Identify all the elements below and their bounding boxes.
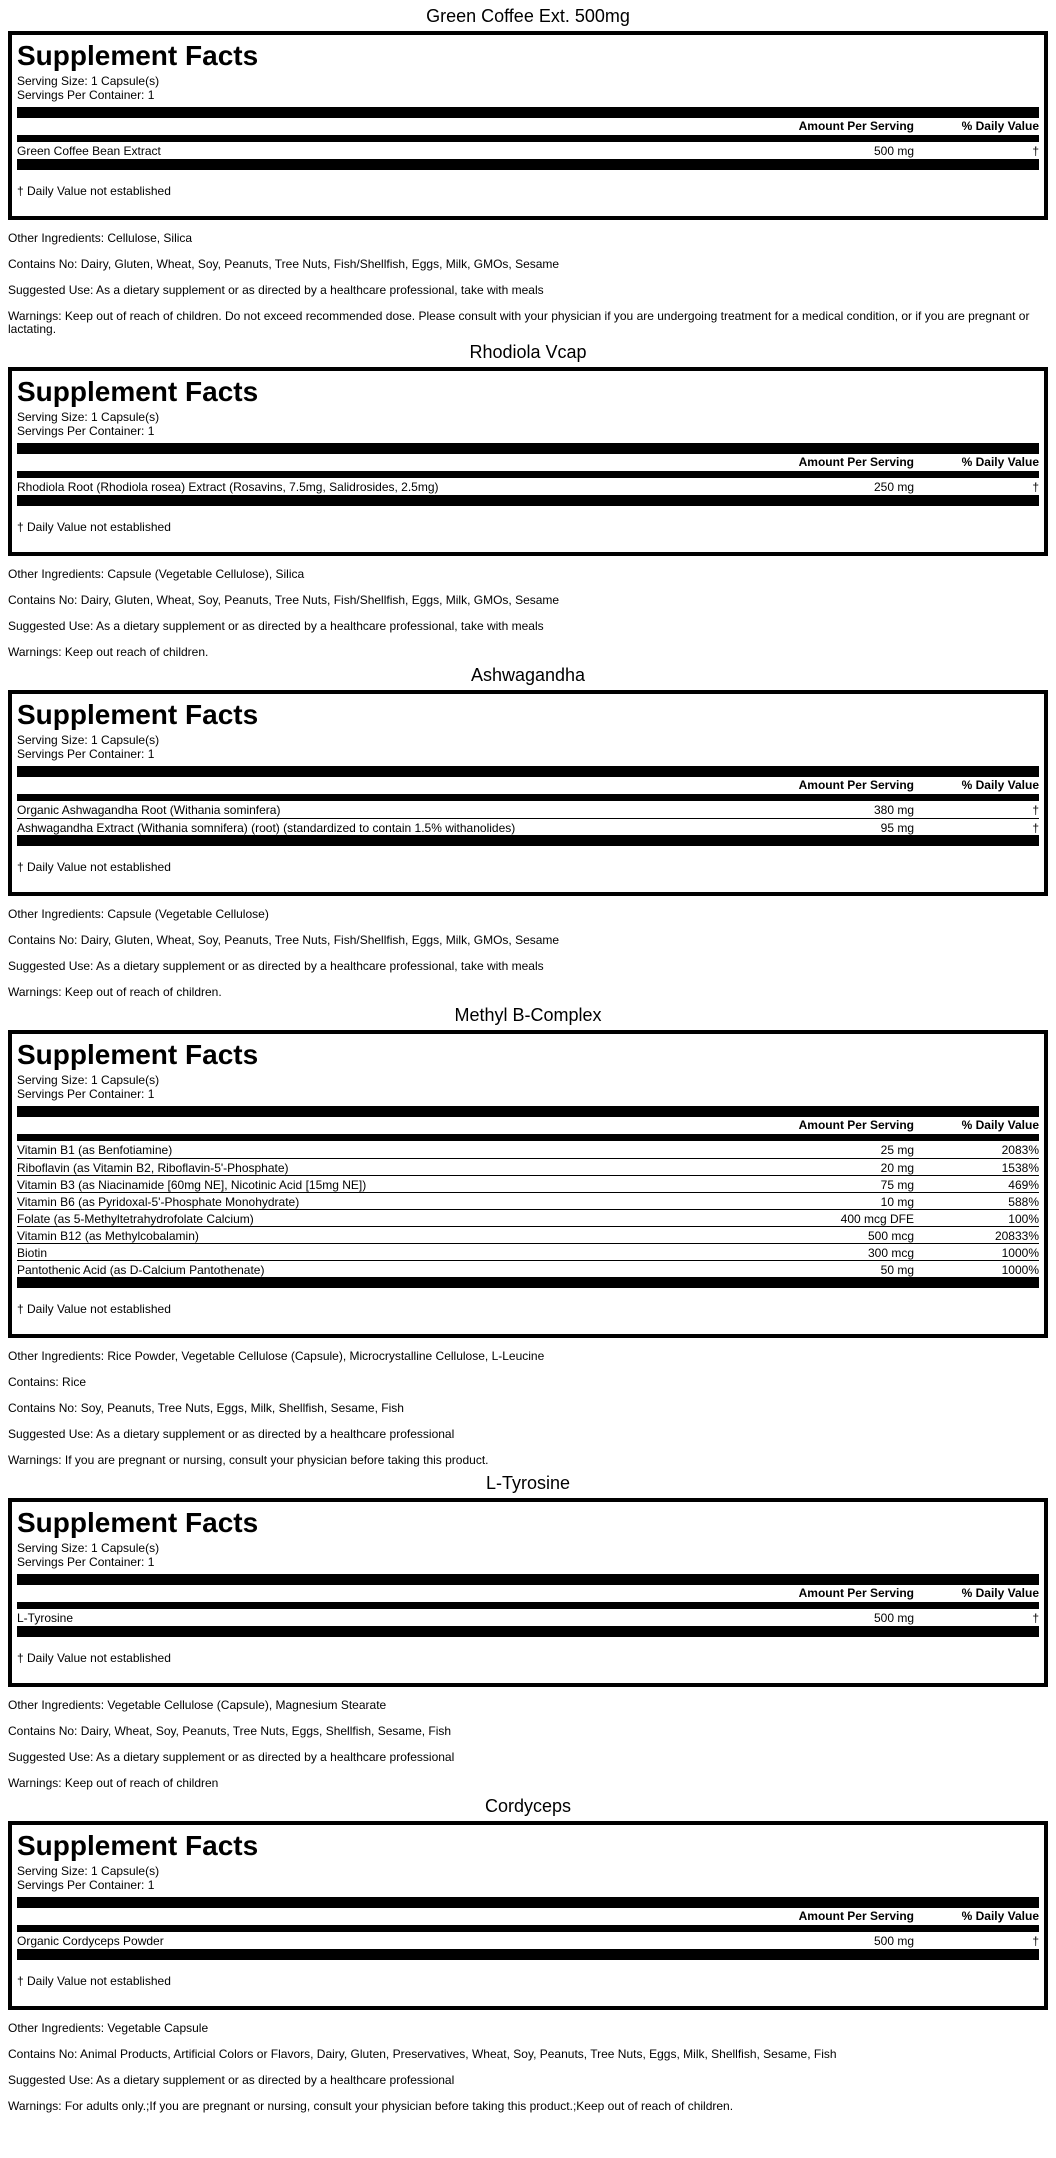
serving-size: Serving Size: 1 Capsule(s): [17, 1864, 160, 1878]
nutrient-daily-value: 1000%: [1001, 1246, 1039, 1260]
nutrient-name: Ashwagandha Extract (Withania somnifera) (root) (standardized to contain 1.5% withanolides): [17, 821, 516, 835]
nutrient-row: [17, 801, 1039, 818]
nutrient-name: Green Coffee Bean Extract: [17, 144, 161, 158]
nutrient-amount: 10 mg: [880, 1195, 914, 1209]
supplement-facts-panel: [8, 690, 1048, 896]
product-title: Rhodiola Vcap: [469, 342, 587, 362]
nutrient-name: Vitamin B6 (as Pyridoxal-5'-Phosphate Monohydrate): [17, 1195, 300, 1209]
amount-per-serving-header: Amount Per Serving: [798, 1586, 914, 1600]
serving-size: Serving Size: 1 Capsule(s): [17, 74, 160, 88]
contains-no: Contains No: Dairy, Gluten, Wheat, Soy, Peanuts, Tree Nuts, Fish/Shellfish, Eggs, Milk, GMOs, Sesame: [8, 257, 560, 271]
serving-size: Serving Size: 1 Capsule(s): [17, 410, 160, 424]
product-info: [8, 1338, 1048, 1467]
column-header: [17, 1117, 1039, 1134]
nutrient-name: Vitamin B12 (as Methylcobalamin): [17, 1229, 199, 1243]
nutrient-amount: 25 mg: [880, 1143, 914, 1157]
suggested-use: Suggested Use: As a dietary supplement or as directed by a healthcare professional, take with meals: [8, 283, 544, 297]
divider-thick: [17, 1897, 1039, 1908]
column-header: [17, 454, 1039, 471]
nutrient-row: [17, 818, 1039, 835]
supplement-facts-panel: [8, 1821, 1048, 2010]
divider-medium: [17, 794, 1039, 801]
nutrient-amount: 300 mcg: [867, 1246, 914, 1260]
nutrient-name: Riboflavin (as Vitamin B2, Riboflavin-5'-Phosphate): [17, 1161, 289, 1175]
amount-per-serving-header: Amount Per Serving: [798, 1118, 914, 1132]
nutrient-name: Biotin: [17, 1246, 48, 1260]
warnings: Warnings: Keep out reach of children.: [8, 645, 209, 659]
divider-medium: [17, 1925, 1039, 1932]
amount-per-serving-header: Amount Per Serving: [798, 119, 914, 133]
other-ingredients: Other Ingredients: Rice Powder, Vegetable Cellulose (Capsule), Microcrystalline Cellulose, L-Leucine: [8, 1349, 545, 1363]
nutrient-amount: 500 mcg: [867, 1229, 914, 1243]
product-info: [8, 556, 1048, 659]
supplement-facts-heading: Supplement Facts: [17, 1507, 259, 1538]
nutrient-row: [17, 142, 1039, 159]
servings-per-container: Servings Per Container: 1: [17, 1878, 155, 1892]
daily-value-footnote: † Daily Value not established: [17, 1302, 171, 1316]
nutrient-amount: 380 mg: [873, 803, 914, 817]
supplement-facts-heading: Supplement Facts: [17, 40, 259, 71]
other-ingredients: Other Ingredients: Capsule (Vegetable Cellulose), Silica: [8, 567, 305, 581]
divider-medium: [17, 471, 1039, 478]
product-section: [0, 659, 1056, 999]
warnings: Warnings: Keep out of reach of children. Do not exceed recommended dose. Please consult with your physician if you are undergoing treatment for a medical condition, or if you are pregnant or lactating.: [8, 309, 1030, 336]
other-ingredients: Other Ingredients: Cellulose, Silica: [8, 231, 193, 245]
suggested-use: Suggested Use: As a dietary supplement or as directed by a healthcare professional, take with meals: [8, 959, 544, 973]
suggested-use: Suggested Use: As a dietary supplement or as directed by a healthcare professional: [8, 1750, 455, 1764]
daily-value-header: % Daily Value: [961, 1909, 1039, 1923]
nutrient-daily-value: 1000%: [1001, 1263, 1039, 1277]
servings-per-container: Servings Per Container: 1: [17, 424, 155, 438]
contains-no: Contains No: Soy, Peanuts, Tree Nuts, Eggs, Milk, Shellfish, Sesame, Fish: [8, 1401, 404, 1415]
nutrient-amount: 75 mg: [880, 1178, 914, 1192]
other-ingredients: Other Ingredients: Capsule (Vegetable Cellulose): [8, 907, 269, 921]
divider-thick: [17, 443, 1039, 454]
nutrient-row: [17, 1158, 1039, 1175]
contains-no: Contains No: Dairy, Gluten, Wheat, Soy, Peanuts, Tree Nuts, Fish/Shellfish, Eggs, Milk, GMOs, Sesame: [8, 593, 560, 607]
nutrient-amount: 250 mg: [873, 480, 914, 494]
nutrient-row: [17, 1609, 1039, 1626]
nutrient-name: Organic Cordyceps Powder: [17, 1934, 164, 1948]
nutrient-row: [17, 1932, 1039, 1949]
product-section: [0, 1790, 1056, 2113]
divider-thick: [17, 1949, 1039, 1960]
product-info: [8, 220, 1048, 336]
nutrient-name: Organic Ashwagandha Root (Withania sominfera): [17, 803, 281, 817]
nutrient-row: [17, 1243, 1039, 1260]
nutrient-row: [17, 1175, 1039, 1192]
divider-medium: [17, 135, 1039, 142]
product-info: [8, 2010, 1048, 2113]
supplement-facts-panel: [8, 31, 1048, 220]
daily-value-header: % Daily Value: [961, 455, 1039, 469]
nutrient-daily-value: †: [1032, 1934, 1039, 1948]
nutrient-amount: 50 mg: [880, 1263, 914, 1277]
nutrient-row: [17, 1260, 1039, 1277]
daily-value-footnote: † Daily Value not established: [17, 860, 171, 874]
nutrient-amount: 95 mg: [880, 821, 914, 835]
nutrient-name: Pantothenic Acid (as D-Calcium Pantothenate): [17, 1263, 265, 1277]
divider-thick: [17, 159, 1039, 170]
other-ingredients: Other Ingredients: Vegetable Capsule: [8, 2021, 209, 2035]
nutrient-daily-value: †: [1032, 803, 1039, 817]
product-section: [0, 999, 1056, 1467]
divider-thick: [17, 1106, 1039, 1117]
amount-per-serving-header: Amount Per Serving: [798, 1909, 914, 1923]
nutrient-daily-value: †: [1032, 821, 1039, 835]
nutrient-name: L-Tyrosine: [17, 1611, 74, 1625]
daily-value-header: % Daily Value: [961, 1118, 1039, 1132]
serving-size: Serving Size: 1 Capsule(s): [17, 1541, 160, 1555]
servings-per-container: Servings Per Container: 1: [17, 747, 155, 761]
servings-per-container: Servings Per Container: 1: [17, 1555, 155, 1569]
nutrient-row: [17, 1141, 1039, 1158]
divider-thick: [17, 1626, 1039, 1637]
suggested-use: Suggested Use: As a dietary supplement or as directed by a healthcare professional, take with meals: [8, 619, 544, 633]
daily-value-footnote: † Daily Value not established: [17, 1651, 171, 1665]
other-ingredients: Other Ingredients: Vegetable Cellulose (Capsule), Magnesium Stearate: [8, 1698, 387, 1712]
divider-thick: [17, 1574, 1039, 1585]
column-header: [17, 777, 1039, 794]
product-section: [0, 336, 1056, 659]
column-header: [17, 118, 1039, 135]
contains-no: Contains No: Dairy, Gluten, Wheat, Soy, Peanuts, Tree Nuts, Fish/Shellfish, Eggs, Milk, GMOs, Sesame: [8, 933, 560, 947]
daily-value-header: % Daily Value: [961, 119, 1039, 133]
divider-thick: [17, 1277, 1039, 1288]
warnings: Warnings: Keep out of reach of children: [8, 1776, 219, 1790]
nutrient-amount: 20 mg: [880, 1161, 914, 1175]
daily-value-footnote: † Daily Value not established: [17, 520, 171, 534]
warnings: Warnings: If you are pregnant or nursing, consult your physician before taking this product.: [8, 1453, 489, 1467]
daily-value-header: % Daily Value: [961, 778, 1039, 792]
nutrient-row: [17, 1192, 1039, 1209]
product-title: L-Tyrosine: [485, 1473, 571, 1493]
divider-thick: [17, 495, 1039, 506]
supplement-facts-panel: [8, 367, 1048, 556]
product-info: [8, 896, 1048, 999]
contains-no: Contains No: Animal Products, Artificial Colors or Flavors, Dairy, Gluten, Preservatives, Wheat, Soy, Peanuts, Tree Nuts, Eggs, Milk, Shellfish, Sesame, Fish: [8, 2047, 837, 2061]
contains-no: Contains No: Dairy, Wheat, Soy, Peanuts, Tree Nuts, Eggs, Shellfish, Sesame, Fish: [8, 1724, 452, 1738]
nutrient-row: [17, 478, 1039, 495]
daily-value-footnote: † Daily Value not established: [17, 184, 171, 198]
nutrient-daily-value: 469%: [1008, 1178, 1039, 1192]
contains: Contains: Rice: [8, 1375, 87, 1389]
supplement-facts-heading: Supplement Facts: [17, 699, 259, 730]
warnings: Warnings: Keep out of reach of children.: [8, 985, 222, 999]
nutrient-daily-value: 588%: [1008, 1195, 1039, 1209]
product-section: [0, 1467, 1056, 1790]
divider-medium: [17, 1134, 1039, 1141]
column-header: [17, 1908, 1039, 1925]
nutrient-daily-value: 2083%: [1001, 1143, 1039, 1157]
serving-size: Serving Size: 1 Capsule(s): [17, 733, 160, 747]
supplement-facts-heading: Supplement Facts: [17, 1830, 259, 1861]
supplement-facts-panel: [8, 1498, 1048, 1687]
divider-thick: [17, 835, 1039, 846]
daily-value-footnote: † Daily Value not established: [17, 1974, 171, 1988]
divider-thick: [17, 766, 1039, 777]
nutrient-amount: 500 mg: [873, 1611, 914, 1625]
serving-size: Serving Size: 1 Capsule(s): [17, 1073, 160, 1087]
column-header: [17, 1585, 1039, 1602]
amount-per-serving-header: Amount Per Serving: [798, 778, 914, 792]
product-title: Methyl B-Complex: [454, 1005, 602, 1025]
warnings: Warnings: For adults only.;If you are pregnant or nursing, consult your physician before taking this product.;Keep out of reach of children.: [8, 2099, 734, 2113]
nutrient-amount: 400 mcg DFE: [840, 1212, 914, 1226]
daily-value-header: % Daily Value: [961, 1586, 1039, 1600]
nutrient-row: [17, 1209, 1039, 1226]
supplement-facts-panel: [8, 1030, 1048, 1338]
supplement-facts-heading: Supplement Facts: [17, 1039, 259, 1070]
product-title: Cordyceps: [484, 1796, 572, 1816]
nutrient-daily-value: 1538%: [1001, 1161, 1039, 1175]
nutrient-amount: 500 mg: [873, 144, 914, 158]
divider-medium: [17, 1602, 1039, 1609]
nutrient-daily-value: 20833%: [994, 1229, 1039, 1243]
nutrient-name: Rhodiola Root (Rhodiola rosea) Extract (Rosavins, 7.5mg, Salidrosides, 2.5mg): [17, 480, 439, 494]
nutrient-name: Vitamin B3 (as Niacinamide [60mg NE], Nicotinic Acid [15mg NE]): [17, 1178, 367, 1192]
servings-per-container: Servings Per Container: 1: [17, 88, 155, 102]
suggested-use: Suggested Use: As a dietary supplement or as directed by a healthcare professional: [8, 1427, 455, 1441]
servings-per-container: Servings Per Container: 1: [17, 1087, 155, 1101]
nutrient-name: Folate (as 5-Methyltetrahydrofolate Calcium): [17, 1212, 254, 1226]
nutrient-name: Vitamin B1 (as Benfotiamine): [17, 1143, 173, 1157]
supplement-facts-heading: Supplement Facts: [17, 376, 259, 407]
divider-thick: [17, 107, 1039, 118]
nutrient-daily-value: †: [1032, 144, 1039, 158]
product-title: Green Coffee Ext. 500mg: [426, 6, 630, 26]
nutrient-amount: 500 mg: [873, 1934, 914, 1948]
product-section: [0, 0, 1056, 336]
product-title: Ashwagandha: [470, 665, 586, 685]
suggested-use: Suggested Use: As a dietary supplement or as directed by a healthcare professional: [8, 2073, 455, 2087]
amount-per-serving-header: Amount Per Serving: [798, 455, 914, 469]
nutrient-daily-value: 100%: [1008, 1212, 1039, 1226]
nutrient-row: [17, 1226, 1039, 1243]
product-info: [8, 1687, 1048, 1790]
nutrient-daily-value: †: [1032, 1611, 1039, 1625]
nutrient-daily-value: †: [1032, 480, 1039, 494]
